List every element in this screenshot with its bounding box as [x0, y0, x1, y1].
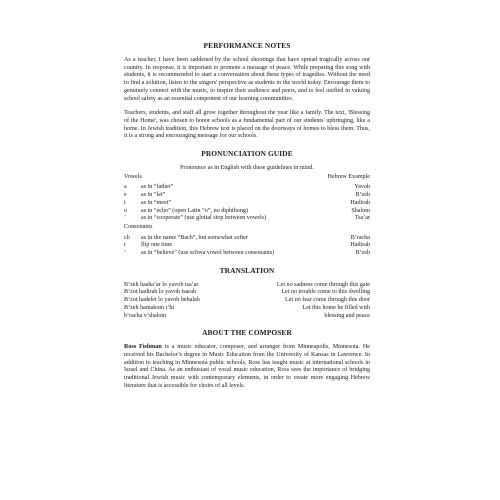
vowel-hebrew-example: Hadirah [350, 199, 370, 206]
composer-bio [124, 344, 370, 390]
vowel-row [124, 184, 370, 192]
consonant-hebrew-example: B’racha [350, 234, 370, 241]
composer-name: Ross Fishman [124, 344, 162, 351]
consonant-hebrew-example: B’zeh [355, 250, 370, 257]
translation-row [124, 305, 370, 313]
performance-notes-heading: PERFORMANCE NOTES [203, 41, 291, 50]
text-column [124, 42, 370, 391]
vowel-description: as in “meet” [141, 199, 172, 206]
vowel-hebrew-example: Tsa’ar [354, 215, 370, 222]
vowel-hebrew-example: Yavoh [354, 184, 370, 191]
consonant-description: as in the name “Bach”, but somewhat softer [141, 234, 248, 241]
vowel-symbol: o [124, 207, 128, 214]
vowel-hebrew-example: B’zeh [355, 192, 370, 199]
translation-heading: TRANSLATION [219, 265, 275, 275]
vowel-symbol: ’ [124, 215, 127, 222]
consonant-row [124, 250, 370, 258]
translation-hebrew: b’racha v’shalom [124, 312, 167, 319]
vowel-description: as in “let” [141, 192, 166, 199]
consonants-label: Consonants [124, 223, 153, 230]
translation-row [124, 313, 370, 321]
composer-bio-text: is a music educator, composer, and arranger from Minneapolis, Minnesota. He received his Bachelor’s degree in Music Education from the University of Kansas in Lawrence. In addition to teaching in Minnesota public schools, Ross has taught music at international schools in Israel and China. As an enthusiast of vocal music education, Ross sees the importance of bridging traditional Jewish music with contemporary elements, in order to create more engaging Hebrew literature that is accessible for choirs of all levels. [124, 344, 371, 389]
consonant-hebrew-example: Hadirah [350, 242, 370, 249]
vowels-header-row [124, 174, 370, 182]
vowel-description: as in “echo” (open Latin “o”, no diphthong) [141, 207, 248, 214]
translation-hebrew: B’zot hadirah lo yavoh tsarah [124, 289, 197, 296]
vowels-label: Vowels [124, 173, 142, 180]
translation-english: Let no fear come through this door [285, 297, 370, 304]
vowel-description: as in “father” [141, 184, 174, 191]
translation-english: Let no trouble come to this dwelling [281, 289, 370, 296]
consonant-description: as in “believe” (use schwa vowel between consonants) [141, 250, 275, 257]
about-composer-heading: ABOUT THE COMPOSER [202, 328, 292, 338]
consonant-symbol: r [124, 242, 127, 249]
vowel-row [124, 192, 370, 200]
consonant-row [124, 242, 370, 250]
hebrew-example-label: Hebrew Example [327, 173, 370, 180]
vowel-row [124, 200, 370, 208]
translation-hebrew: B’zeh hamakom t’hi [124, 304, 175, 311]
vowel-symbol: a [124, 184, 127, 191]
translation-english: Let no sadness come through this gate [276, 281, 370, 288]
consonant-description: flip one time [141, 242, 173, 249]
vowel-symbol: e [124, 192, 127, 199]
translation-row [124, 297, 370, 305]
translation-row [124, 282, 370, 290]
pronunciation-guide-heading: PRONUNCIATION GUIDE [201, 149, 293, 159]
vowel-hebrew-example: Shalom [351, 207, 370, 214]
translation-english: Let this home be filled with [302, 304, 370, 311]
consonant-symbol: ’ [124, 250, 127, 257]
vowel-row [124, 215, 370, 223]
performance-notes-paragraph-2: Teachers, students, and staff all grow together throughout the year like a family. The text, 'Blessing of the Home', was chosen to honor schools as a fundamental part of our students' upbringing, like a home. In Jewish tradition, this Hebrew text is placed on the doorways of homes to bless them. Thus, it is a strong and encouraging message for our schools. [124, 110, 370, 140]
vowel-description: as in “cooperate” (use glottal stop between vowels) [141, 215, 267, 222]
consonant-symbol: ch [124, 234, 130, 241]
translation-hebrew: B’zot hadelet lo yavoh behalah [124, 297, 200, 304]
translation-hebrew: B’zeh hasha’ar lo yavoh tsa’ar [124, 281, 199, 288]
pronunciation-intro: Pronounce as in English with these guidelines in mind. [180, 165, 314, 172]
performance-notes-paragraph-1: As a teacher, I have been saddened by the school shootings that have spread tragically across our country. In response, it is important to promote a message of peace. While preparing this song with students, it is recommended to start a conversation about these types of tragedies. Without the need to find a solution, listen to the singers' perspective as students in the world today. Encourage them to genuinely connect with the music, to inspire their audience and peers, and to feel unified in valuing school safety as an essential component of our learning communities. [124, 57, 370, 102]
vowel-symbol: i [124, 199, 126, 206]
translation-english: blessing and peace [324, 312, 370, 319]
